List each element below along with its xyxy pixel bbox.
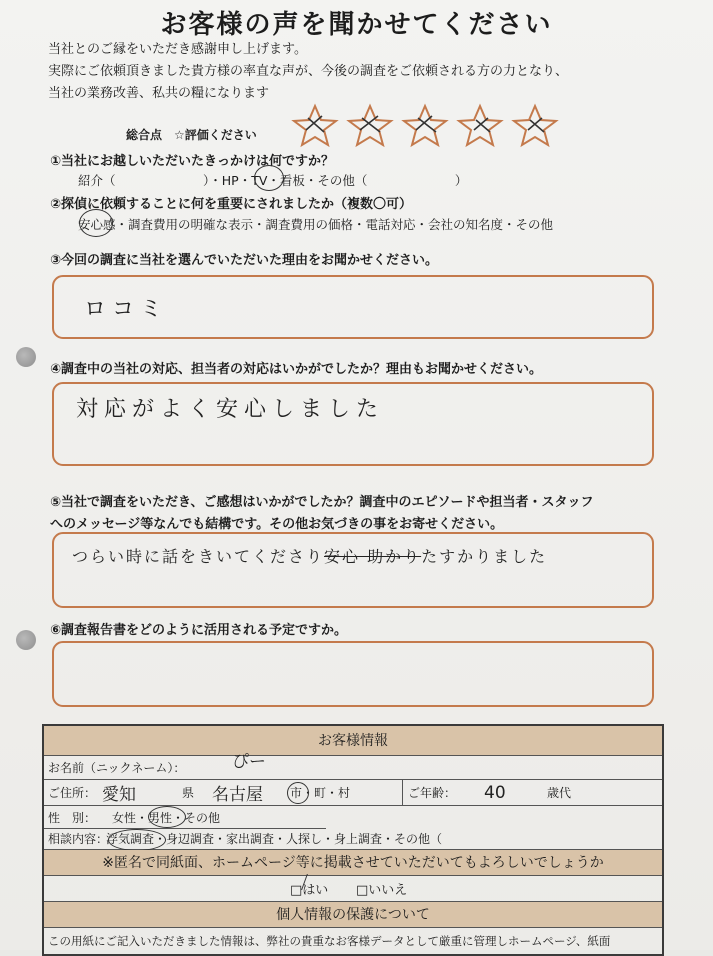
age-label: ご年齢： (408, 786, 457, 800)
answer-5-text (72, 544, 547, 567)
question-1-options: 紹介（ ）・HP・TV・看板・その他（ ） (78, 173, 468, 188)
star-icon (514, 106, 556, 145)
star-icon (404, 106, 446, 145)
address-row (44, 780, 662, 806)
consult-row (44, 828, 662, 850)
answer-5-struck: 安心 助かり (324, 547, 422, 566)
question-5-line-1: ⑤当社で調査をいただき、ご感想はいかがでしたか？調査中のエピソードや担当者・スタッフ (50, 495, 594, 510)
star-icon (294, 106, 336, 145)
star-rating[interactable] (290, 102, 570, 152)
privacy-header: 個人情報の保護について (44, 902, 662, 928)
answer-5-part-2: たすかりました (421, 547, 548, 566)
divider (402, 780, 403, 806)
name-label: お名前（ニックネーム）： (48, 761, 186, 775)
prefecture-suffix: 県 (182, 786, 195, 800)
question-2-options: 安心感・調査費用の明確な表示・調査費用の価格・電話対応・会社の知名度・その他 (78, 217, 554, 232)
question-2: ②探偵に依頼することに何を重要にされましたか（複数〇可） (50, 197, 413, 212)
consent-row (44, 876, 662, 902)
gender-options[interactable]: 女性・男性・その他 (112, 810, 221, 825)
question-3: ③今回の調査に当社を選んでいただいた理由をお聞かせください。 (50, 253, 439, 268)
name-row (44, 752, 662, 780)
age-value[interactable]: 40 (484, 782, 506, 803)
consult-options[interactable]: 浮気調査・身辺調査・家出調査・人探し・身上調査・その他（ (106, 832, 443, 846)
answer-4-text: 対応がよく安心しました (76, 397, 385, 422)
intro-line-1: 当社とのご縁をいただき感謝申し上げます。 (48, 42, 307, 57)
male-circle-mark (148, 806, 186, 828)
answer-5-part-1: つらい時に話をきいてくださり (72, 547, 325, 566)
question-4: ④調査中の当社の対応、担当者の対応はいかがでしたか？理由もお聞かせください。 (50, 362, 543, 377)
answer-box-3[interactable] (52, 275, 654, 339)
answer-box-6[interactable] (52, 641, 654, 707)
binder-hole (16, 630, 36, 650)
question-1: ①当社にお越しいただいたきっかけは何ですか？ (50, 154, 335, 169)
star-icon (349, 106, 391, 145)
rating-label: 総合点 ☆評価ください (126, 128, 257, 142)
page-title: お客様の声を聞かせてください (160, 10, 553, 40)
answer-box-4[interactable] (52, 382, 654, 466)
consult-label: 相談内容： (48, 832, 109, 846)
answer-3-text: ロコミ (84, 297, 169, 322)
name-value[interactable]: ぴー (232, 752, 266, 772)
city-circle-mark (287, 782, 309, 804)
gender-row (44, 806, 662, 828)
answer-box-5[interactable] (52, 532, 654, 608)
age-suffix: 歳代 (547, 786, 572, 800)
city-suffix: 市・町・村 (290, 786, 351, 800)
no-checkbox[interactable]: □いいえ (356, 883, 408, 898)
yes-checkbox[interactable]: □はい (290, 883, 329, 898)
anonymous-question: ※匿名で同紙面、ホームページ等に掲載させていただいてもよろしいでしょうか (44, 850, 662, 876)
gender-label: 性 別： (48, 810, 97, 825)
city-value[interactable]: 名古屋 (212, 785, 263, 805)
intro-line-3: 当社の業務改善、私共の糧になります (48, 86, 270, 101)
question-6: ⑥調査報告書をどのように活用される予定ですか。 (50, 623, 348, 638)
prefecture-value[interactable]: 愛知 (102, 785, 136, 805)
privacy-text: この用紙にご記入いただきました情報は、弊社の貴重なお客様データとして厳重に管理しホームページ、紙面 (48, 934, 611, 948)
privacy-row (44, 928, 662, 954)
customer-info-table (42, 724, 664, 956)
intro-line-2: 実際にご依頼頂きました貴方様の率直な声が、今後の調査をご依頼される方の力となり、 (48, 64, 569, 79)
uwaki-circle-mark (108, 829, 166, 851)
anshin-circle-mark (79, 209, 113, 237)
address-label: ご住所： (48, 786, 97, 800)
binder-hole (16, 347, 36, 367)
hp-circle-mark (254, 165, 284, 191)
question-5-line-2: へのメッセージ等なんでも結構です。その他お気づきの事をお寄せください。 (50, 517, 504, 532)
customer-info-header: お客様情報 (44, 726, 662, 756)
